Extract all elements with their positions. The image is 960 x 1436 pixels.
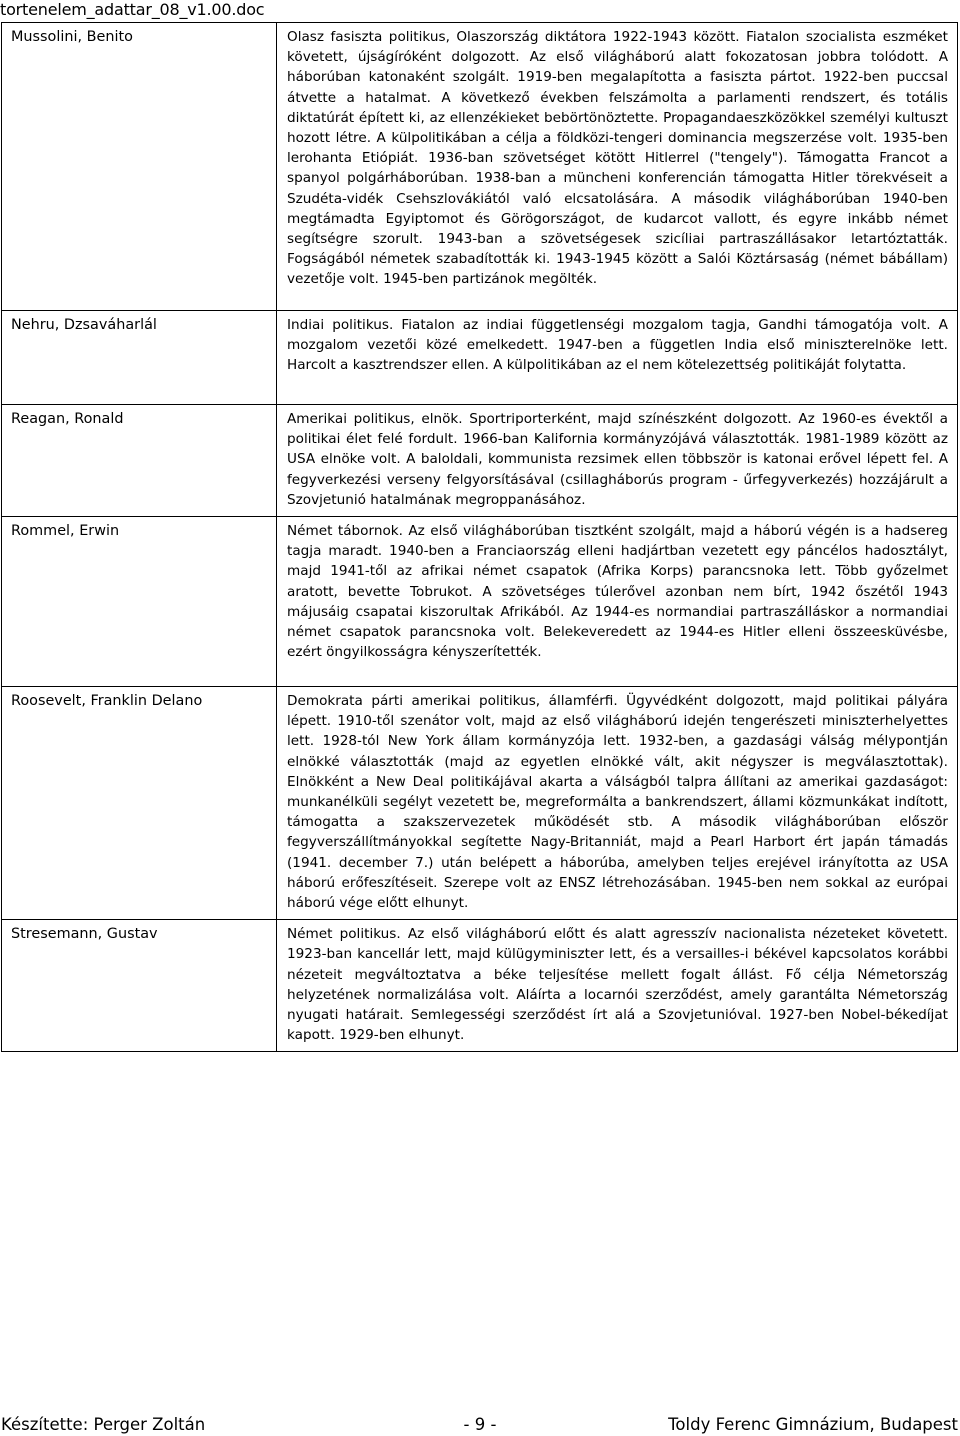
page-footer (0, 1414, 960, 1436)
table-row (2, 687, 958, 920)
entry-name: Roosevelt, Franklin Delano (2, 687, 277, 920)
table-row (2, 405, 958, 517)
entry-description: Német politikus. Az első világháború előtt és alatt agresszív nacionalista nézeteket követett. 1923-ban kancellár lett, majd külügyminiszter lett, és a versailles-i békével kapcsolatos korábbi nézeteit megváltoztatva a béke teljesítése mellett fogalt állást. Fő célja Németország helyzetének normalizálása volt. Aláírta a locarnói szerződést, amely garantálta Németország nyugati határait. Semlegességi szerződést írt alá a Szovjetunióval. 1927-ben Nobel-békedíjat kapott. 1929-ben elhunyt. (277, 920, 958, 1052)
table-row (2, 23, 958, 311)
entry-description: Demokrata párti amerikai politikus, államférfi. Ügyvédként dolgozott, majd politikai pályára lépett. 1910-től szenátor volt, majd az első világháború idején tengerészeti miniszterhelyettes lett. 1928-tól New York állam kormányzója lett. 1932-ben, a gazdasági válság mélypontján elnökké választották (majd az egyetlen elnökké vált, akit négyszer is megválasztottak). Elnökként a New Deal politikájával akarta a válságból talpra állítani az amerikai gazdaságot: munkanélküli segélyt vezetett be, megreformálta a bankrendszert, állami közmunkákat indított, támogatta a szakszervezetek működését stb. A második világháborúban először fegyverszállítmányokkal segítette Nagy-Britanniát, majd a Pearl Harbort ért japán támadás (1941. december 7.) után belépett a háborúba, amelyben teljes erejével irányította az USA háború erőfeszítéseit. Szerepe volt az ENSZ létrehozásában. 1945-ben nem sokkal az európai háború vége előtt elhunyt. (277, 687, 958, 920)
table-row (2, 517, 958, 687)
entry-description: Olasz fasiszta politikus, Olaszország diktátora 1922-1943 között. Fiatalon szocialista eszméket követett, újságíróként dolgozott. Az első világháború alatt fokozatosan jobbra tolódott. A háborúban katonaként szolgált. 1919-ben megalapította a fasiszta pártot. 1922-ben puccsal átvette a hatalmat. A következő években felszámolta a parlamenti rendszert, és totális diktatúrát épített ki, az ellenzékieket bebörtönöztette. Propagandaeszközökkel személyi kultuszt hozott létre. A külpolitikában a célja a földközi-tengeri dominancia megszerzése volt. 1935-ben lerohanta Etiópiát. 1936-ban szövetséget kötött Hitlerrel ("tengely"). Támogatta Francot a spanyol polgárháborúban. 1938-ban a müncheni konferencián támogatta Hitler törekvéseit a Szudéta-vidék Csehszlovákiától való elcsatolására. A második világháborúban 1940-ben megtámadta Egyiptomot és Görögországot, de kudarcot vallott, és egyre inkább német segítségre szorult. 1943-ban a szövetségesek szicíliai partraszállásakor letartóztatták. Fogságából németek szabadították ki. 1943-1945 között a Salói Köztársaság (német bábállam) vezetője volt. 1945-ben partizánok megölték. (277, 23, 958, 311)
entry-description: Indiai politikus. Fiatalon az indiai függetlenségi mozgalom tagja, Gandhi támogatója volt. A mozgalom vezetői közé emelkedett. 1947-ben a független India első miniszterelnöke lett. Harcolt a kasztrendszer ellen. A külpolitikában az el nem kötelezettség politikáját folytatta. (277, 311, 958, 405)
table-row (2, 920, 958, 1052)
entry-description: Amerikai politikus, elnök. Sportriporterként, majd színészként dolgozott. Az 1960-es évektől a politikai élet felé fordult. 1966-ban Kalifornia kormányzójává választották. 1981-1989 között az USA elnöke volt. A baloldali, kommunista rezsimek ellen többször is katonai erővel lépett fel. A fegyverkezési verseny felgyorsításával (csillagháborús program - űrfegyverkezés) hozzájárult a Szovjetunió hatalmának megroppanásához. (277, 405, 958, 517)
entry-name: Reagan, Ronald (2, 405, 277, 517)
entry-name: Mussolini, Benito (2, 23, 277, 311)
footer-author: Készítette: Perger Zoltán (1, 1415, 206, 1434)
biography-table (1, 22, 958, 1052)
footer-school: Toldy Ferenc Gimnázium, Budapest (668, 1415, 958, 1434)
entry-name: Stresemann, Gustav (2, 920, 277, 1052)
entry-description: Német tábornok. Az első világháborúban tisztként szolgált, majd a háború végén is a hadsereg tagja maradt. 1940-ben a Franciaország elleni hadjártban vezetett egy páncélos hadosztályt, majd 1941-től az afrikai német csapatok (Afrika Korps) parancsnoka lett. Több győzelmet aratott, bevette Tobrukot. A szövetséges túlerővel azonban nem bírt, 1942 őszétől 1943 májusáig csapatai kiszorultak Afrikából. Az 1944-es normandiai partraszálláskor a normandiai német csapatok parancsnoka volt. Belekeveredett az 1944-es Hitler elleni összeesküvésbe, ezért öngyilkosságra kényszerítették. (277, 517, 958, 687)
document-filename: tortenelem_adattar_08_v1.00.doc (0, 0, 265, 19)
entry-name: Rommel, Erwin (2, 517, 277, 687)
entry-name: Nehru, Dzsaváharlál (2, 311, 277, 405)
page-number: - 9 - (463, 1415, 497, 1434)
table-row (2, 311, 958, 405)
